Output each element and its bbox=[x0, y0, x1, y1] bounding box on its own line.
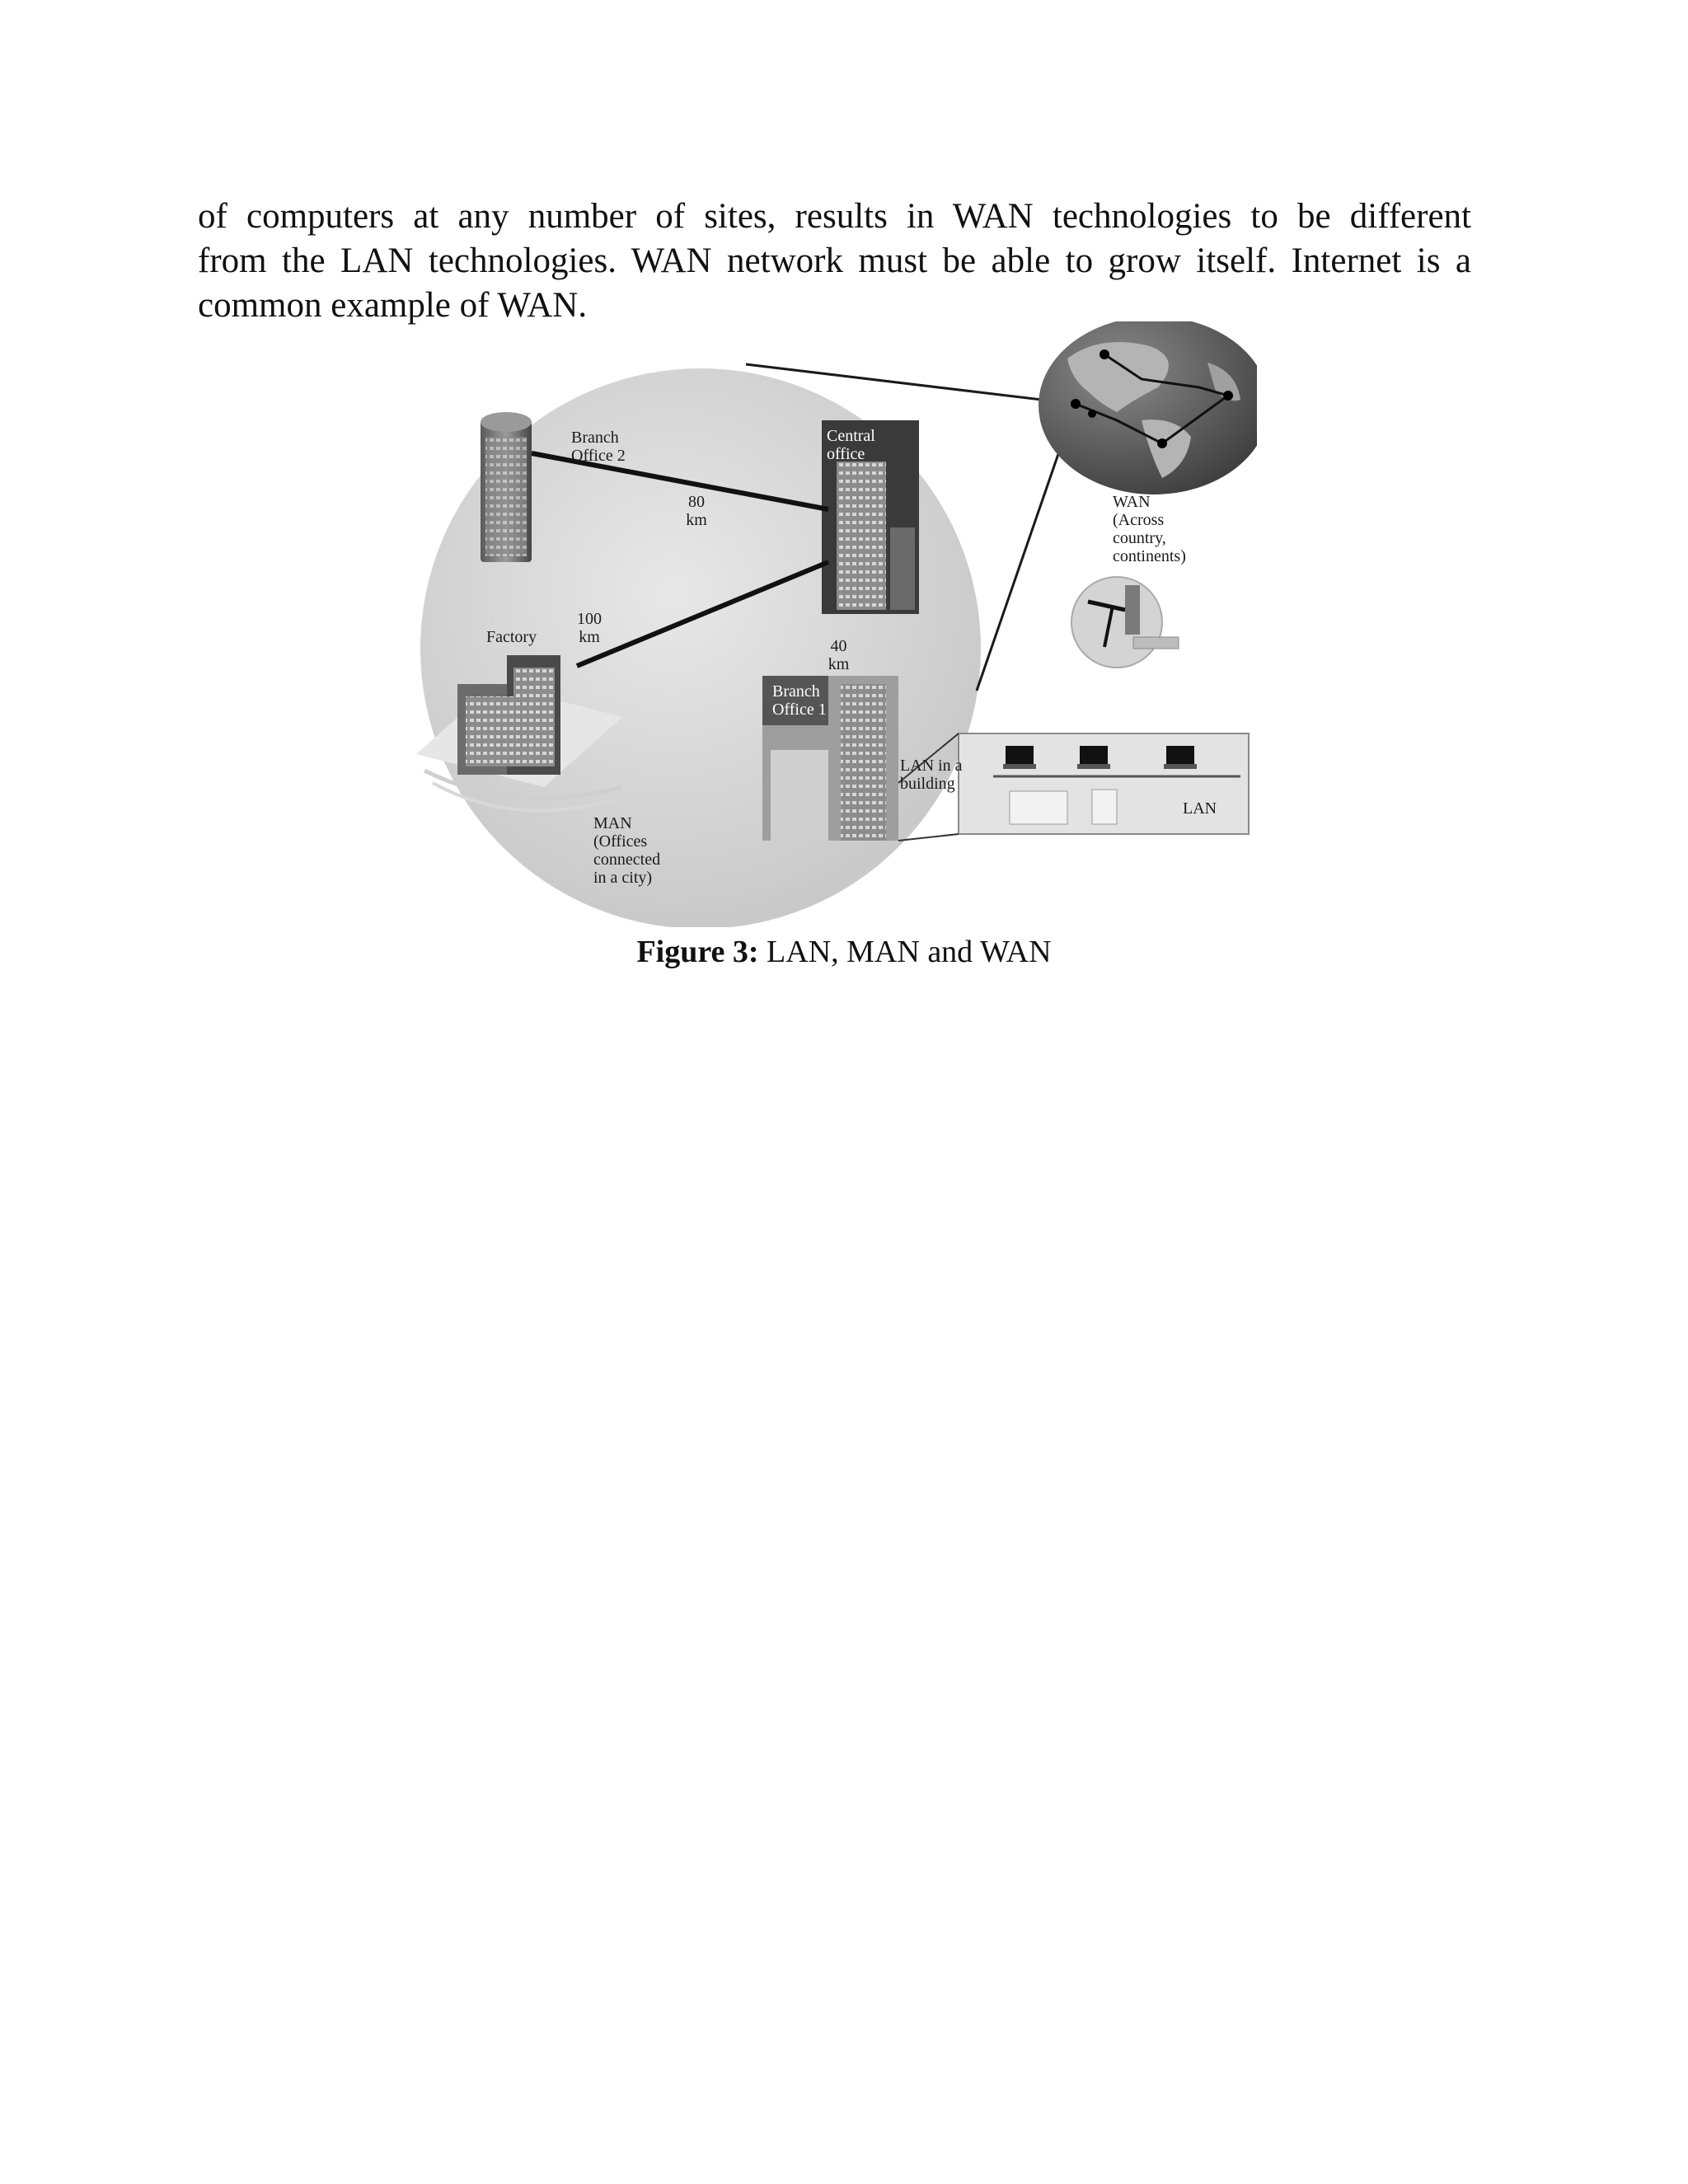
caption-label: Figure 3: bbox=[636, 935, 759, 969]
label-distance-100: 100 km bbox=[577, 610, 602, 646]
label-central-office: Central office bbox=[827, 427, 875, 463]
network-diagram bbox=[416, 321, 1257, 927]
network-types-figure bbox=[416, 321, 1257, 927]
label-man: MAN (Offices connected in a city) bbox=[593, 814, 661, 887]
label-branch-office-1: Branch Office 1 bbox=[772, 682, 827, 719]
label-lan: LAN bbox=[1183, 799, 1217, 818]
globe bbox=[1039, 321, 1257, 494]
label-distance-40: 40 km bbox=[828, 637, 850, 673]
paragraph-line-2: from the LAN technologies. WAN network must be able to grow itself. Internet is a bbox=[198, 241, 1471, 280]
label-branch-office-2: Branch Office 2 bbox=[571, 429, 626, 465]
caption-text: LAN, MAN and WAN bbox=[758, 935, 1052, 969]
wan-inset bbox=[1071, 577, 1179, 668]
paragraph-line-1: of computers at any number of sites, results in WAN technologies to be different bbox=[198, 197, 1471, 236]
body-paragraph bbox=[198, 194, 1471, 328]
label-lan-in-building: LAN in a building bbox=[900, 757, 963, 793]
label-distance-80: 80 km bbox=[686, 493, 707, 529]
label-factory: Factory bbox=[486, 628, 537, 646]
paragraph-line-3: common example of WAN. bbox=[198, 286, 588, 325]
label-wan: WAN (Across country, continents) bbox=[1113, 493, 1186, 565]
figure-caption bbox=[0, 934, 1688, 970]
branch-office-2-building bbox=[481, 412, 532, 562]
